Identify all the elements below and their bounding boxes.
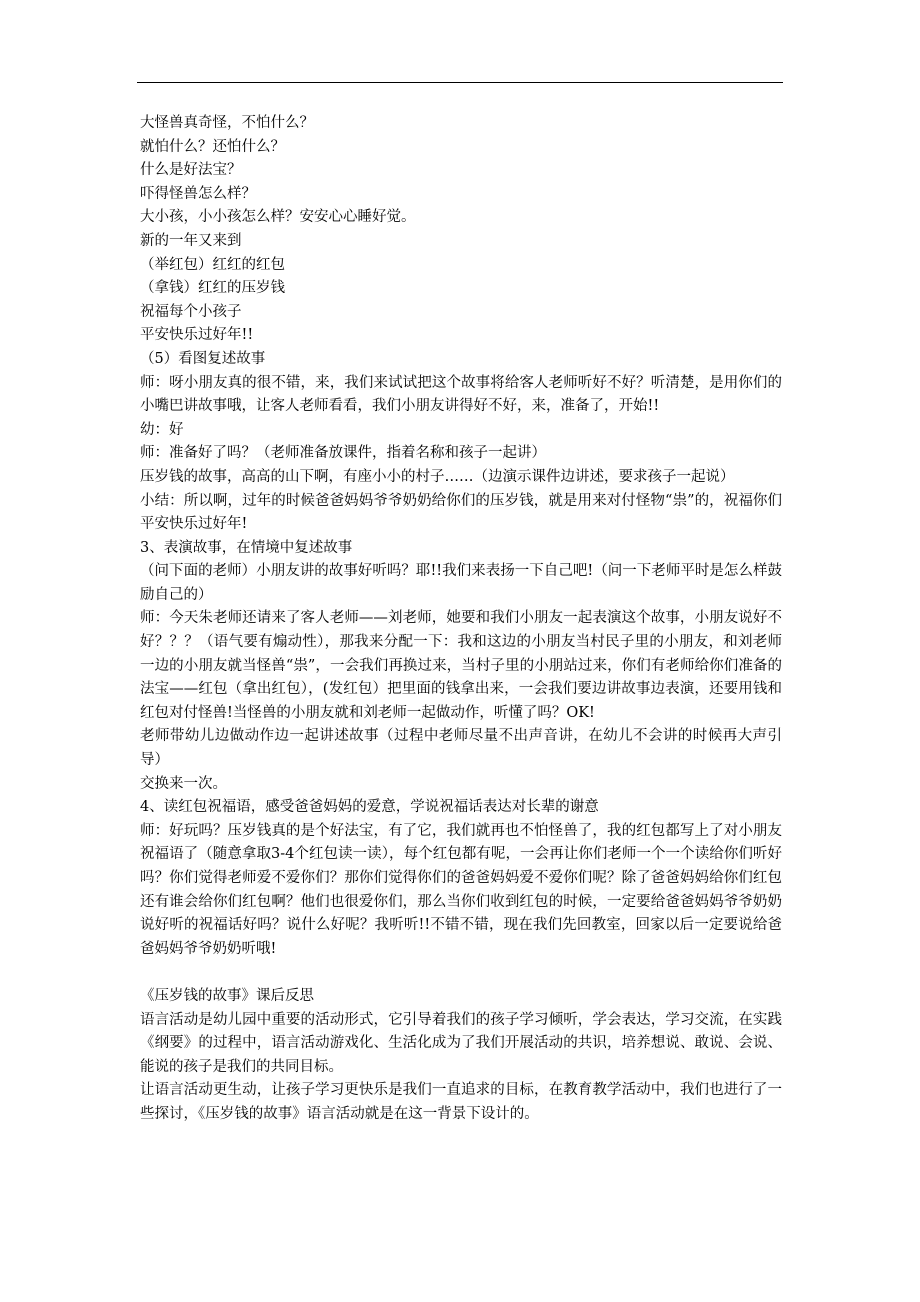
paragraph: 师：今天朱老师还请来了客人老师——刘老师，她要和我们小朋友一起表演这个故事，小朋友说好不好？？？（语气要有煽动性），那我来分配一下：我和这边的小朋友当村民子里的小朋友，和刘老师一边的小朋友就当怪兽“祟”，一会我们再换过来，当村子里的小朋站过来，你们有老师给你们准备的法宝——红包（拿出红包），(发红包）把里面的钱拿出来，一会我们要边讲故事边表演，还要用钱和红包对付怪兽!当怪兽的小朋友就和刘老师一起做动作，听懂了吗？OK! — [140, 610, 782, 721]
blank-line — [140, 961, 782, 985]
paragraph: 语言活动是幼儿园中重要的活动形式，它引导着我们的孩子学习倾听，学会表达，学习交流，在实践《纲要》的过程中，语言活动游戏化、生活化成为了我们开展活动的共识，培养想说、敢说、会说、能说的孩子是我们的共同目标。 — [140, 1011, 782, 1075]
text-line: 大怪兽真奇怪，不怕什么？ — [140, 115, 314, 131]
document-body — [140, 112, 782, 1127]
paragraph: 压岁钱的故事，高高的山下啊，有座小小的村子……（边演示课件边讲述，要求孩子一起说） — [140, 468, 735, 485]
text-line: 大小孩，小小孩怎么样？安安心心睡好觉。 — [140, 209, 416, 226]
text-line: 新的一年又来到 — [140, 232, 242, 249]
text-line: 交换来一次。 — [140, 775, 227, 792]
paragraph: 师：准备好了吗？（老师准备放课件，指着名称和孩子一起讲） — [140, 445, 546, 462]
text-line: 什么是好法宝？ — [140, 162, 242, 179]
section-heading: 4、读红包祝福语，感受爸爸妈妈的爱意，学说祝福话表达对长辈的谢意 — [140, 799, 599, 816]
text-line: 平安快乐过好年!! — [140, 327, 254, 344]
paragraph: 老师带幼儿边做动作边一起讲述故事（过程中老师尽量不出声音讲，在幼儿不会讲的时候再大声引导） — [140, 728, 782, 769]
section-heading: （5）看图复述故事 — [140, 350, 266, 367]
paragraph: （问下面的老师）小朋友讲的故事好听吗？耶!!我们来表扬一下自己吧!（问一下老师平时是怎么样鼓励自己的） — [140, 563, 782, 603]
section-heading: 3、表演故事，在情境中复述故事 — [140, 539, 353, 556]
text-line: 幼：好 — [140, 421, 184, 438]
reflection-title: 《压岁钱的故事》课后反思 — [140, 987, 314, 1004]
text-line: 吓得怪兽怎么样？ — [140, 185, 256, 202]
text-line: 就怕什么？还怕什么？ — [140, 138, 285, 155]
paragraph: 师：呀小朋友真的很不错，来，我们来试试把这个故事将给客人老师听好不好？听清楚，是用你们的小嘴巴讲故事哦，让客人老师看看，我们小朋友讲得好不好，来，准备了，开始!! — [140, 374, 782, 415]
text-line: （拿钱）红红的压岁钱 — [140, 280, 285, 297]
header-rule — [137, 82, 783, 83]
text-line: （举红包）红红的红包 — [140, 256, 285, 273]
paragraph: 师：好玩吗？压岁钱真的是个好法宝，有了它，我们就再也不怕怪兽了，我的红包都写上了对小朋友祝福语了（随意拿取3-4个红包读一读），每个红包都有呢，一会再让你们老师一个一个读给你们听好吗？你们觉得老师爱不爱你们？那你们觉得你们的爸爸妈妈爱不爱你们呢？除了爸爸妈妈给你们红包还有谁会给你们红包啊？他们也很爱你们，那么当你们收到红包的时候，一定要给爸爸妈妈爷爷奶奶说好听的祝福话好吗？说什么好呢？我听听!!不错不错，现在我们先回教室，回家以后一定要说给爸爸妈妈爷爷奶奶听哦! — [140, 822, 782, 957]
paragraph: 让语言活动更生动，让孩子学习更快乐是我们一直追求的目标，在教育教学活动中，我们也进行了一些探讨，《压岁钱的故事》语言活动就是在这一背景下设计的。 — [140, 1082, 782, 1122]
paragraph: 小结：所以啊，过年的时候爸爸妈妈爷爷奶奶给你们的压岁钱，就是用来对付怪物“祟”的，祝福你们平安快乐过好年! — [140, 492, 782, 533]
text-line: 祝福每个小孩子 — [140, 303, 242, 320]
